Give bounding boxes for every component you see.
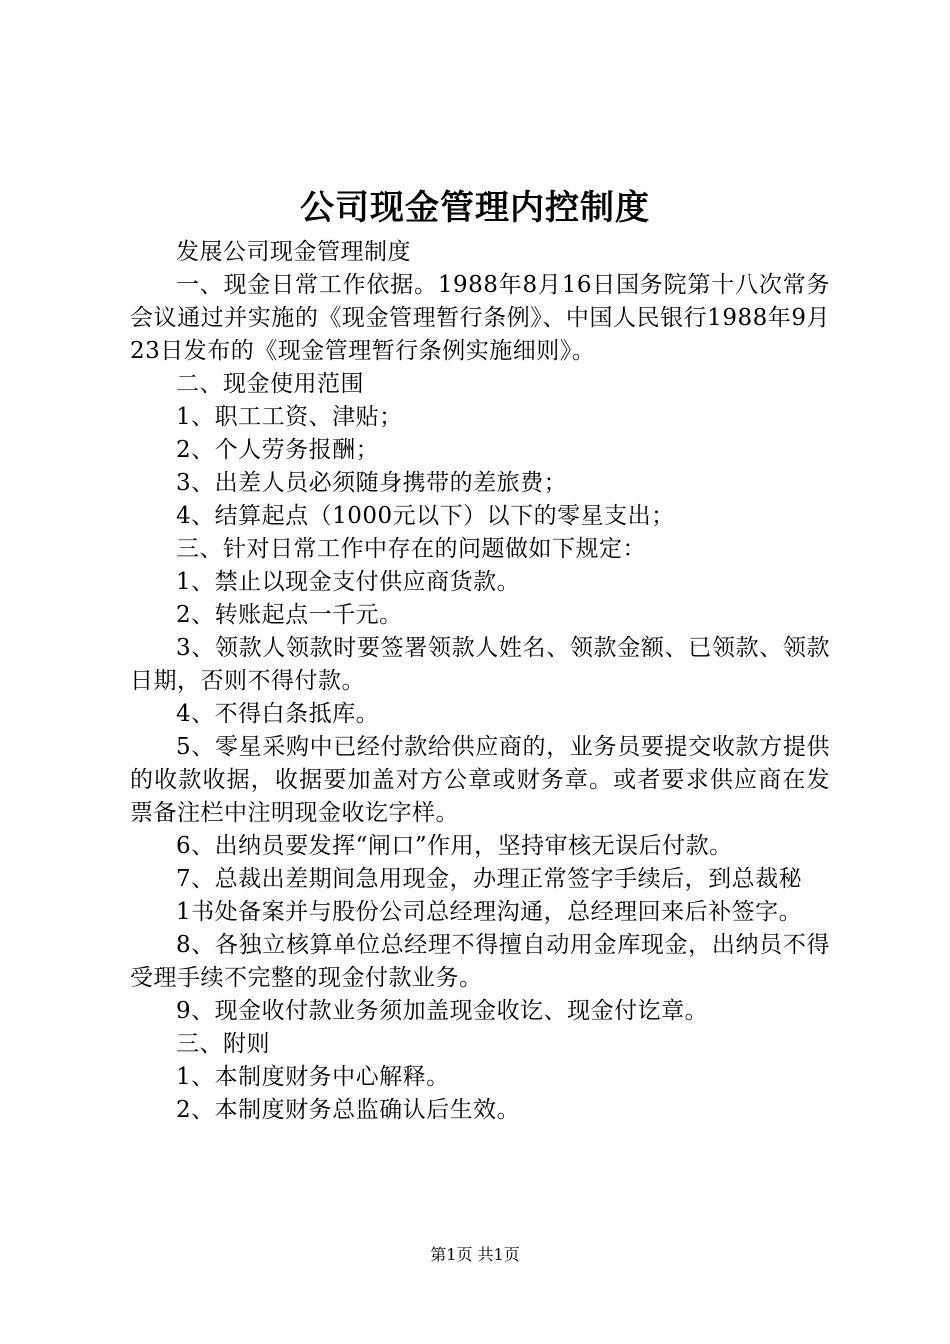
- document-title: 公司现金管理内控制度: [300, 188, 650, 228]
- paragraph: 6、出纳员要发挥“闸口”作用，坚持审核无误后付款。: [176, 833, 733, 859]
- paragraph: 8、各独立核算单位总经理不得擅自动用金库现金，出纳员不得受理手续不完整的现金付款业务。: [130, 932, 830, 991]
- paragraph: 7、总裁出差期间急用现金，办理正常签字手续后，到总裁秘: [176, 866, 803, 892]
- paragraph: 2、转账起点一千元。: [176, 602, 403, 628]
- paragraph: 发展公司现金管理制度: [176, 239, 411, 265]
- paragraph: 2、个人劳务报酬；: [176, 437, 380, 463]
- paragraph: 2、本制度财务总监确认后生效。: [176, 1097, 521, 1123]
- paragraph: 1、本制度财务中心解释。: [176, 1064, 450, 1090]
- paragraph: 9、现金收付款业务须加盖现金收讫、现金付讫章。: [176, 998, 709, 1024]
- paragraph: 三、附则: [176, 1031, 270, 1057]
- paragraph: 1、职工工资、津贴；: [176, 404, 403, 430]
- paragraph: 一、现金日常工作依据。1988年8月16日国务院第十八次常务会议通过并实施的《现金管理暂行条例》、中国人民银行1988年9月23日发布的《现金管理暂行条例实施细则》。: [130, 272, 830, 364]
- paragraph: 3、出差人员必须随身携带的差旅费；: [176, 470, 568, 496]
- paragraph: 3、领款人领款时要签署领款人姓名、领款金额、已领款、领款日期，否则不得付款。: [130, 635, 830, 694]
- paragraph: 二、现金使用范围: [176, 371, 364, 397]
- paragraph: 4、结算起点（1000元以下）以下的零星支出；: [176, 503, 675, 529]
- page-footer: 第1页 共1页: [430, 1245, 520, 1264]
- paragraph: 1、禁止以现金支付供应商货款。: [176, 569, 521, 595]
- paragraph: 4、不得白条抵库。: [176, 701, 380, 727]
- paragraph: 1书处备案并与股份公司总经理沟通，总经理回来后补签字。: [176, 899, 803, 925]
- paragraph: 三、针对日常工作中存在的问题做如下规定：: [176, 536, 646, 562]
- paragraph: 5、零星采购中已经付款给供应商的，业务员要提交收款方提供的收款收据，收据要加盖对方公章或财务章。或者要求供应商在发票备注栏中注明现金收讫字样。: [130, 734, 830, 826]
- document-body: [130, 236, 830, 1127]
